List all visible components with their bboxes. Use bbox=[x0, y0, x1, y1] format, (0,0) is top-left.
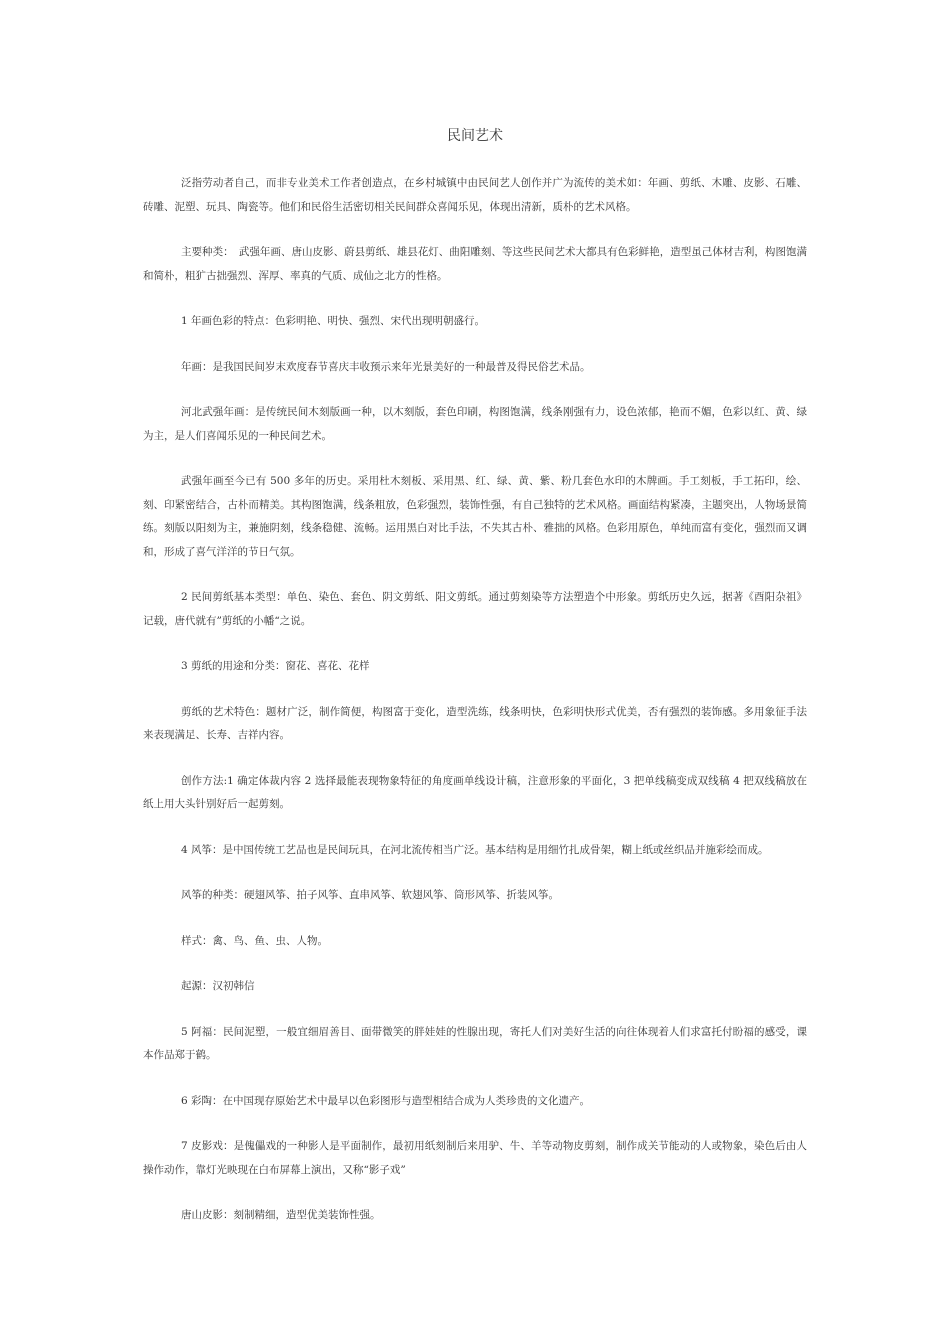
paragraph-main-types: 主要种类： 武强年画、唐山皮影、蔚县剪纸、雄县花灯、曲阳雕刻、等这些民间艺术大都具有色彩鲜艳，造型虽己体材吉利，构图饱满和简朴，粗犷古拙强烈、浑厚、率真的气质、成仙之北方的性格。 bbox=[143, 246, 807, 282]
paragraph-kite-styles: 样式：禽、鸟、鱼、虫、人物。 bbox=[181, 934, 328, 947]
paragraph-shadow-play: 7 皮影戏：是傀儡戏的一种影人是平面制作，最初用纸刻制后来用驴、牛、羊等动物皮剪刻，制作成关节能动的人或物象，染色后由人操作动作，靠灯光映现在白布屏幕上演出，又称“影子戏” bbox=[143, 1140, 807, 1176]
paragraph-wuqiang-nianhua: 河北武强年画：是传统民间木刻版画一种，以木刻版，套色印刷，构图饱满，线条刚强有力，设色浓郁，艳而不媚，色彩以红、黄、绿为主，是人们喜闻乐见的一种民间艺术。 bbox=[143, 406, 807, 442]
paragraph-papercut-uses: 3 剪纸的用途和分类：窗花、喜花、花样 bbox=[181, 660, 370, 672]
paragraph-kite: 4 风筝：是中国传统工艺品也是民间玩具，在河北流传相当广泛。基本结构是用细竹扎成骨架，糊上纸或丝织品并施彩绘而成。 bbox=[181, 843, 769, 856]
document-page bbox=[143, 126, 807, 1250]
paragraph-afu: 5 阿福：民间泥塑，一般宜细眉善目、面带微笑的胖娃娃的性腺出现，寄托人们对美好生活的向往体现着人们求富托付盼福的感受，课本作品郑于鹤。 bbox=[143, 1025, 807, 1061]
paragraph-nianhua-definition: 年画：是我国民间岁末欢度春节喜庆丰收预示来年光景美好的一种最普及得民俗艺术品。 bbox=[181, 360, 591, 373]
paragraph-kite-types: 风筝的种类：硬翅风筝、拍子风筝、直串风筝、软翅风筝、筒形风筝、折装风筝。 bbox=[181, 889, 559, 901]
paragraph-tangshan-shadow: 唐山皮影：刻制精细，造型优美装饰性强。 bbox=[181, 1209, 381, 1221]
paragraph-painted-pottery: 6 彩陶：在中国现存原始艺术中最早以色彩图形与造型相结合成为人类珍贵的文化遗产。 bbox=[181, 1094, 591, 1107]
paragraph-intro: 泛指劳动者自己，而非专业美术工作者创造点，在乡村城镇中由民间艺人创作并广为流传的美术如：年画、剪纸、木雕、皮影、石雕、砖雕、泥塑、玩具、陶瓷等。他们和民俗生活密切相关民间群众喜闻乐见，体现出清新，质朴的艺术风格。 bbox=[143, 177, 807, 213]
paragraph-papercut-features: 剪纸的艺术特色：题材广泛，制作简便，构图富于变化，造型洗练，线条明快，色彩明快形式优美，否有强烈的装饰感。多用象征手法来表现满足、长寿、吉祥内容。 bbox=[143, 705, 807, 741]
document-body bbox=[143, 172, 807, 1228]
paragraph-creation-method: 创作方法:1 确定体裁内容 2 选择最能表现物象特征的角度画单线设计稿，注意形象的平面化，3 把单线稿变成双线稿 4 把双线稿放在纸上用大头针别好后一起剪刻。 bbox=[143, 774, 807, 810]
paragraph-kite-origin: 起源：汉初韩信 bbox=[181, 980, 255, 992]
document-title: 民间艺术 bbox=[447, 128, 503, 144]
paragraph-papercut-types: 2 民间剪纸基本类型：单色、染色、套色、阴文剪纸、阳文剪纸。通过剪刻染等方法塑造个中形象。剪纸历史久远，据著《酉阳杂祖》记载，唐代就有”剪纸的小幡“之说。 bbox=[143, 591, 807, 627]
paragraph-wuqiang-history: 武强年画至今已有 500 多年的历史。采用杜木刻板、采用黑、红、绿、黄、紫、粉几套色水印的木牌画。手工刻板，手工拓印，绘、刻、印紧密结合，古朴而精美。其构图饱满，线条粗放，色彩强烈，装饰性强，有自己独特的艺术风格。画面结构紧凑，主题突出，人物场景简练。刻版以阳刻为主，兼施阴刻，线条稳健、流畅。运用黑白对比手法，不失其古朴、雅拙的风格。色彩用原色，单纯而富有变化，强烈而又调和，形成了喜气洋洋的节日气氛。 bbox=[143, 475, 807, 558]
paragraph-nianhua-color: 1 年画色彩的特点：色彩明艳、明快、强烈、宋代出现明朝盛行。 bbox=[181, 315, 486, 327]
